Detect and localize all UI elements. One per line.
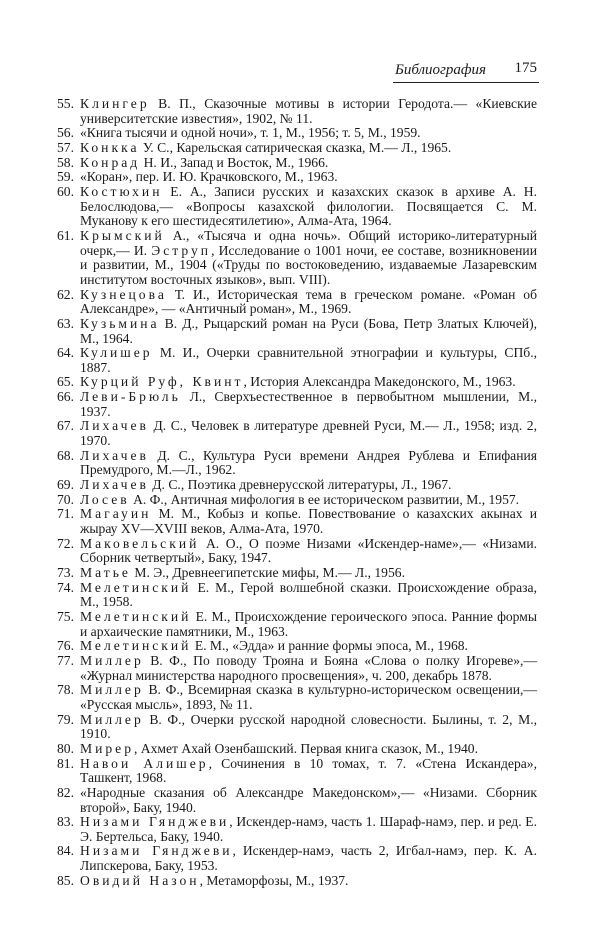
entry-text: Д. С., Поэтика древнерусской литературы, Л., 1967. — [148, 477, 452, 493]
entry-text: , Сочинения в 10 томах, т. 7. «Стена Искандера», Ташкент, 1968. — [80, 755, 537, 786]
entry-author: Клингер — [80, 96, 150, 111]
entry-number: 77. — [57, 652, 74, 668]
entry-text: А. Ф., Античная мифология в ее историческом развитии, М., 1957. — [129, 491, 520, 507]
bibliography-entry — [57, 757, 537, 786]
bibliography-entry — [57, 610, 537, 639]
entry-author: Леви-Брюль — [80, 389, 181, 405]
entry-text: Н. И., Запад и Восток, М., 1966. — [140, 154, 329, 170]
bibliography-entry — [57, 478, 537, 493]
entry-number: 65. — [57, 374, 74, 390]
entry-number: 72. — [57, 535, 74, 551]
entry-text: Т. И., Историческая тема в греческом романе. «Роман об Александре», — «Античный роман», М., 1969. — [80, 286, 537, 317]
entry-number: 73. — [57, 565, 74, 580]
entry-author: Лихачев — [80, 418, 149, 434]
entry-author: Миллер — [80, 652, 144, 668]
entry-text: , Исследование о 1001 ночи, ее составе, возникновении и развитии, М., 1904 («Труды по востоковедению, издаваемые Лазаревским институтом восточных языков», вып. VIII). — [80, 242, 537, 287]
bibliography-entry — [57, 786, 537, 815]
entry-number: 71. — [57, 506, 74, 522]
entry-author: Матье — [80, 565, 131, 580]
entry-number: 74. — [57, 579, 74, 595]
entry-number: 67. — [57, 418, 74, 434]
entry-author: Мелетинский — [80, 608, 192, 624]
bibliography-entry — [57, 390, 537, 419]
entry-text: Е. М., «Эдда» и ранние формы эпоса, М., 1968. — [191, 638, 468, 654]
entry-author: Мелетинский — [80, 579, 192, 595]
entry-author: Лосев — [80, 491, 130, 507]
bibliography-entry — [57, 185, 537, 229]
entry-text: «Коран», пер. И. Ю. Крачковского, М., 1963. — [80, 169, 338, 185]
entry-author: Мирер — [80, 740, 134, 756]
entry-number: 60. — [57, 183, 74, 199]
entry-text: Е. М., Происхождение героического эпоса. Ранние формы и архаические памятники, М., 1963. — [80, 608, 537, 639]
bibliography-entry — [57, 507, 537, 536]
entry-number: 84. — [57, 843, 74, 859]
entry-number: 63. — [57, 315, 74, 331]
bibliography-entry — [57, 317, 537, 346]
bibliography-entry — [57, 419, 537, 448]
entry-text: Е. М., Герой волшебной сказки. Происхождение образа, М., 1958. — [80, 579, 537, 610]
bibliography-entry — [57, 97, 537, 126]
entry-text: А. О., О поэме Низами «Искендер-наме»,— «Низами. Сборник четвертый», Баку, 1947. — [80, 535, 537, 566]
entry-text: В. Ф., Всемирная сказка в культурно-историческом освещении,— «Русская мысль», 1893, № 11. — [80, 682, 537, 712]
entry-number: 68. — [57, 447, 74, 463]
entry-text: , Ахмет Ахай Озенбашский. Первая книга сказок, М., 1940. — [134, 740, 478, 756]
bibliography-entry — [57, 844, 537, 873]
bibliography-entry — [57, 170, 537, 185]
entry-text: В. Ф., Очерки русской народной словесности. Былины, т. 2, М., 1910. — [80, 711, 537, 742]
entry-number: 82. — [57, 784, 74, 800]
entry-author: Крымский — [80, 227, 165, 243]
entry-author: Овидий Назон — [80, 872, 200, 888]
running-title: Библиография — [395, 62, 487, 78]
entry-author: Магауин — [80, 506, 152, 522]
entry-number: 80. — [57, 740, 74, 756]
entry-text: , История Александра Македонского, М., 1963. — [243, 374, 516, 390]
entry-author: Костюхин — [80, 183, 163, 199]
bibliography-entry — [57, 126, 537, 141]
entry-number: 62. — [57, 286, 74, 302]
entry-author: Мелетинский — [80, 638, 192, 654]
entry-author: Маковельский — [80, 535, 200, 551]
entry-author: Конрад — [80, 154, 141, 170]
entry-author: Курций Руф, Квинт — [80, 374, 244, 390]
entry-author: Кузнецова — [80, 286, 167, 302]
bibliography-entry — [57, 375, 537, 390]
entry-author: Миллер — [80, 682, 144, 698]
entry-number: 58. — [57, 154, 74, 170]
bibliography-entry — [57, 566, 537, 581]
entry-text: В. П., Сказочные мотивы в истории Геродота.— «Киевские университетские известия», 1902, № 11. — [80, 96, 537, 126]
bibliography-entry — [57, 742, 537, 757]
entry-text: У. С., Карельская сатирическая сказка, М.— Л., 1965. — [139, 139, 452, 155]
entry-author: Миллер — [80, 711, 144, 727]
bibliography-entry — [57, 713, 537, 742]
entry-text: М. М., Кобыз и копье. Повествование о казахских акынах и жырау XV—XVIII веков, Алма-Ата, 1970. — [80, 506, 537, 537]
entry-author: Кузьмина — [80, 315, 160, 331]
entry-text: В. Д., Рыцарский роман на Руси (Бова, Петр Златых Ключей), М., 1964. — [80, 315, 537, 346]
entry-author: Навои Алишер — [80, 755, 209, 771]
entry-text: , Искендер-намэ, часть 2, Игбал-намэ, пер. К. А. Липскерова, Баку, 1953. — [80, 843, 537, 874]
entry-number: 64. — [57, 345, 74, 361]
entry-number: 85. — [57, 872, 74, 888]
bibliography-entry — [57, 815, 537, 844]
entry-author: Лихачев — [80, 477, 149, 493]
bibliography-entry — [57, 639, 537, 654]
entry-author: Низами Гянджеви — [80, 814, 230, 830]
bibliography-list — [57, 97, 537, 888]
entry-number: 69. — [57, 477, 74, 493]
entry-text: А., «Тысяча и одна ночь». Общий историко-литературный очерк,— И. — [80, 227, 537, 258]
bibliography-entry — [57, 156, 537, 171]
entry-number: 83. — [57, 814, 74, 830]
bibliography-entry — [57, 449, 537, 478]
entry-text: «Народные сказания об Александре Македонском»,— «Низами. Сборник второй», Баку, 1940. — [80, 784, 537, 815]
entry-number: 78. — [57, 682, 74, 698]
entry-number: 66. — [57, 389, 74, 405]
entry-number: 76. — [57, 638, 74, 654]
entry-author: Кулишер — [80, 345, 153, 361]
bibliography-entry — [57, 581, 537, 610]
bibliography-entry — [57, 288, 537, 317]
bibliography-entry — [57, 141, 537, 156]
entry-number: 57. — [57, 139, 74, 155]
entry-text: М. Э., Древнеегипетские мифы, М.— Л., 1956. — [130, 565, 405, 580]
bibliography-entry — [57, 493, 537, 508]
entry-text: Л., Сверхъестественное в первобытном мышлении, М., 1937. — [80, 389, 537, 419]
entry-number: 55. — [57, 96, 74, 111]
bibliography-entry — [57, 537, 537, 566]
bibliography-entry — [57, 229, 537, 288]
bibliography-entry — [57, 346, 537, 375]
entry-number: 61. — [57, 227, 74, 243]
bibliography-entry — [57, 683, 537, 712]
entry-author: Эструп — [151, 242, 212, 258]
running-header — [393, 60, 539, 83]
entry-text: «Книга тысячи и одной ночи», т. 1, М., 1956; т. 5, М., 1959. — [80, 125, 421, 141]
entry-text: В. Ф., По поводу Трояна и Бояна «Слова о полку Игореве»,— «Журнал министерства народного просвещения», ч. 200, декабрь 1878. — [80, 652, 537, 683]
page-number: 175 — [514, 60, 537, 76]
entry-number: 79. — [57, 711, 74, 727]
entry-text: , Метаморфозы, М., 1937. — [199, 872, 349, 888]
entry-text: Д. С., Человек в литературе древней Руси, М.— Л., 1958; изд. 2, 1970. — [80, 418, 537, 449]
bibliography-entry — [57, 874, 537, 889]
entry-number: 70. — [57, 491, 74, 507]
entry-author: Лихачев — [80, 447, 149, 463]
entry-number: 56. — [57, 125, 74, 141]
entry-number: 59. — [57, 169, 74, 185]
entry-author: Низами Гянджеви — [80, 843, 233, 859]
bibliography-entry — [57, 654, 537, 683]
entry-number: 81. — [57, 755, 74, 771]
entry-author: Конкка — [80, 139, 140, 155]
entry-text: , Искендер-намэ, часть 1. Шараф-намэ, пер. и ред. Е. Э. Бертельса, Баку, 1940. — [80, 814, 537, 844]
entry-text: Е. А., Записи русских и казахских сказок в архиве А. Н. Белослюдова,— «Вопросы казахской филологии. Посвящается С. М. Муканову к его шестидесятилетию», Алма-Ата, 1964. — [80, 183, 537, 229]
entry-text: Д. С., Культура Руси времени Андрея Рублева и Епифания Премудрого, М.—Л., 1962. — [80, 447, 537, 478]
entry-number: 75. — [57, 608, 74, 624]
entry-text: М. И., Очерки сравнительной этнографии и культуры, СПб., 1887. — [80, 345, 537, 375]
